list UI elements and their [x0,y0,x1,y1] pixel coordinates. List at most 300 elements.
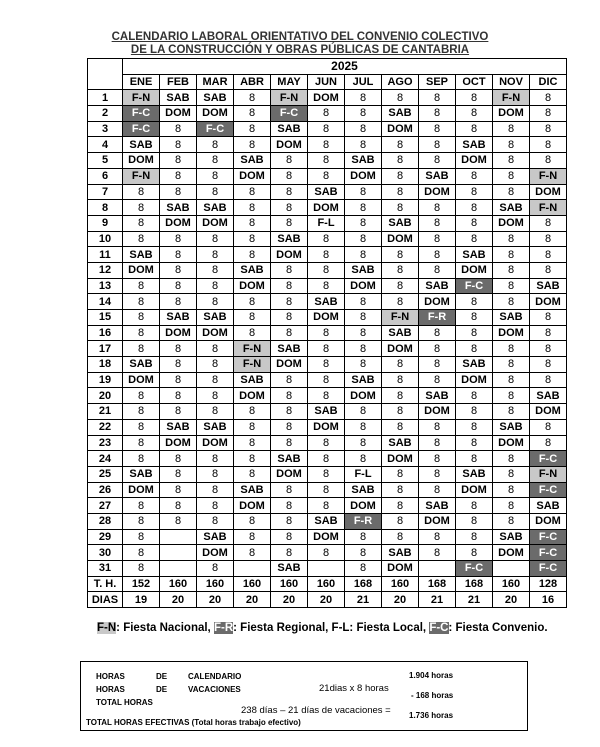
day-cell: 8 [271,310,308,326]
day-cell: 8 [160,168,197,184]
day-cell: DOM [160,106,197,122]
day-number: 12 [88,262,123,278]
day-cell: 8 [271,294,308,310]
day-cell: 8 [123,388,160,404]
day-cell: 8 [382,294,419,310]
day-cell: 8 [419,90,456,106]
legend-fr-code: F-R [213,622,234,634]
day-cell: 8 [197,137,234,153]
day-cell: SAB [123,247,160,263]
day-cell: 8 [419,231,456,247]
day-cell: 8 [234,435,271,451]
day-number: 3 [88,121,123,137]
summary-box [80,661,528,731]
total-days-value: 20 [493,592,530,608]
day-number: 2 [88,106,123,122]
day-cell: 8 [271,168,308,184]
day-row [88,404,567,420]
day-cell: 8 [160,482,197,498]
day-cell: F-N [382,310,419,326]
day-row [88,106,567,122]
day-row [88,466,567,482]
day-cell: SAB [308,184,345,200]
day-cell: DOM [456,153,493,169]
day-cell: F-C [530,482,567,498]
day-cell: 8 [382,357,419,373]
day-cell: DOM [271,357,308,373]
day-cell: DOM [197,435,234,451]
summary-horas-2: HORAS [96,685,125,694]
day-cell: DOM [382,561,419,577]
day-cell: 8 [123,231,160,247]
day-cell: SAB [123,137,160,153]
day-cell: 8 [419,153,456,169]
day-cell: F-N [530,466,567,482]
day-cell: SAB [308,404,345,420]
day-cell: 8 [382,513,419,529]
day-cell: 8 [234,294,271,310]
day-cell: F-N [530,200,567,216]
day-row [88,419,567,435]
day-cell: DOM [456,262,493,278]
day-cell: SAB [382,215,419,231]
corner-cell [88,59,123,90]
day-cell: 8 [123,529,160,545]
day-cell: 8 [456,451,493,467]
day-cell: F-C [530,545,567,561]
day-cell: 8 [160,121,197,137]
day-cell: 8 [271,435,308,451]
day-cell: 8 [197,168,234,184]
day-cell: 8 [419,341,456,357]
day-cell: 8 [419,451,456,467]
day-cell: 8 [160,247,197,263]
day-number: 26 [88,482,123,498]
day-cell: 8 [345,106,382,122]
total-days-value: 21 [345,592,382,608]
day-cell [493,561,530,577]
day-cell: DOM [345,388,382,404]
day-cell: 8 [271,545,308,561]
day-cell: 8 [197,561,234,577]
day-cell: 8 [123,294,160,310]
day-cell: 8 [308,357,345,373]
day-cell: 8 [456,168,493,184]
day-cell: DOM [382,341,419,357]
day-cell: 8 [308,247,345,263]
day-cell: 8 [271,513,308,529]
total-days-value: 21 [419,592,456,608]
day-cell: 8 [123,310,160,326]
legend-fn-code: F-N [97,622,117,634]
day-number: 6 [88,168,123,184]
day-cell: SAB [493,529,530,545]
total-days-value: 20 [308,592,345,608]
day-cell: DOM [234,168,271,184]
day-cell: 8 [308,482,345,498]
day-cell: 8 [271,184,308,200]
summary-calc-vacaciones: 21dias x 8 horas [319,683,389,694]
day-cell: 8 [419,137,456,153]
day-cell: F-N [123,168,160,184]
day-number: 19 [88,372,123,388]
day-cell: 8 [234,451,271,467]
total-days-value: 20 [234,592,271,608]
day-cell: DOM [197,545,234,561]
day-row [88,215,567,231]
day-cell: 8 [345,137,382,153]
day-cell: DOM [123,482,160,498]
day-cell: 8 [271,498,308,514]
day-cell: F-L [345,466,382,482]
day-cell: SAB [197,529,234,545]
day-row [88,90,567,106]
day-cell: 8 [345,561,382,577]
day-cell: SAB [197,90,234,106]
day-cell: 8 [234,247,271,263]
day-cell: 8 [123,545,160,561]
summary-value-total: 1.736 horas [409,711,454,720]
day-cell: SAB [382,435,419,451]
day-cell: SAB [530,278,567,294]
day-cell: SAB [271,451,308,467]
day-cell: 8 [345,341,382,357]
day-cell: 8 [308,435,345,451]
day-cell: 8 [382,137,419,153]
day-row [88,200,567,216]
day-cell: 8 [382,498,419,514]
day-row [88,388,567,404]
day-number: 8 [88,200,123,216]
day-cell: 8 [308,262,345,278]
day-cell: 8 [493,137,530,153]
day-cell: F-C [271,106,308,122]
day-cell: 8 [197,357,234,373]
day-cell: SAB [456,137,493,153]
day-cell: 8 [123,513,160,529]
summary-total-efectivas: TOTAL HORAS EFECTIVAS (Total horas trabajo efectivo) [86,718,301,727]
day-cell: 8 [271,529,308,545]
total-days-value: 20 [197,592,234,608]
day-cell: 8 [419,121,456,137]
day-cell: 8 [493,451,530,467]
total-hours-value: 168 [456,576,493,592]
document-title-line-2: DE LA CONSTRUCCIÓN Y OBRAS PÚBLICAS DE CANTABRIA [130,44,470,56]
day-number: 4 [88,137,123,153]
day-cell: 8 [197,404,234,420]
day-cell: 8 [493,388,530,404]
day-cell: 8 [123,278,160,294]
day-cell: 8 [530,106,567,122]
day-cell: DOM [308,419,345,435]
day-number: 31 [88,561,123,577]
total-days-value: 20 [271,592,308,608]
day-cell: 8 [271,404,308,420]
day-cell: 8 [271,388,308,404]
day-row [88,482,567,498]
day-cell: 8 [530,325,567,341]
day-cell: 8 [456,419,493,435]
day-cell: SAB [493,200,530,216]
day-cell: 8 [530,247,567,263]
day-cell: 8 [493,357,530,373]
day-cell: 8 [530,231,567,247]
day-cell: 8 [271,372,308,388]
day-cell: DOM [419,184,456,200]
day-cell: 8 [197,466,234,482]
day-cell: SAB [308,294,345,310]
day-row [88,372,567,388]
total-days-value: 19 [123,592,160,608]
day-cell: SAB [456,466,493,482]
day-row [88,137,567,153]
day-cell: SAB [197,310,234,326]
day-cell: 8 [530,137,567,153]
day-number: 7 [88,184,123,200]
day-cell: 8 [160,294,197,310]
day-cell: 8 [123,325,160,341]
day-cell: 8 [493,466,530,482]
day-cell: 8 [197,513,234,529]
day-row [88,294,567,310]
day-cell: 8 [345,529,382,545]
day-cell: SAB [456,357,493,373]
day-cell: SAB [308,513,345,529]
day-cell: 8 [493,278,530,294]
day-cell: DOM [456,482,493,498]
day-cell: 8 [530,262,567,278]
month-header: FEB [160,74,197,90]
day-cell: 8 [123,435,160,451]
day-cell: 8 [382,529,419,545]
day-cell: 8 [493,168,530,184]
day-cell: 8 [123,451,160,467]
day-cell: 8 [345,294,382,310]
day-cell [419,561,456,577]
day-cell: 8 [530,90,567,106]
day-cell: 8 [160,262,197,278]
day-cell: SAB [530,388,567,404]
day-cell: 8 [234,529,271,545]
day-cell: 8 [382,482,419,498]
day-row [88,435,567,451]
day-cell: SAB [123,466,160,482]
day-cell: DOM [493,435,530,451]
day-cell: 8 [308,341,345,357]
day-row [88,545,567,561]
day-cell: 8 [456,545,493,561]
day-cell: SAB [419,278,456,294]
day-cell: SAB [160,90,197,106]
day-cell: 8 [271,215,308,231]
day-cell: 8 [123,419,160,435]
day-cell: 8 [419,357,456,373]
day-cell: SAB [234,262,271,278]
day-number: 1 [88,90,123,106]
day-cell: 8 [382,262,419,278]
summary-vacaciones: VACACIONES [188,685,241,694]
day-number: 10 [88,231,123,247]
day-row [88,341,567,357]
day-cell: 8 [160,357,197,373]
day-cell: 8 [382,404,419,420]
day-cell: 8 [530,435,567,451]
day-cell: DOM [234,388,271,404]
day-cell: 8 [382,184,419,200]
day-cell: 8 [493,404,530,420]
day-cell: DOM [345,278,382,294]
day-cell: DOM [271,466,308,482]
summary-de-2: DE [156,685,168,694]
day-cell: 8 [493,498,530,514]
day-cell: SAB [493,310,530,326]
day-cell: 8 [197,231,234,247]
day-cell: 8 [197,153,234,169]
day-cell: 8 [197,451,234,467]
day-cell: 8 [493,294,530,310]
day-number: 9 [88,215,123,231]
day-cell: 8 [197,372,234,388]
day-cell: F-C [456,278,493,294]
total-hours-value: 168 [419,576,456,592]
day-cell: SAB [456,247,493,263]
day-cell: 8 [234,513,271,529]
day-cell: F-C [530,561,567,577]
day-cell: 8 [308,153,345,169]
day-row [88,513,567,529]
day-row [88,278,567,294]
day-cell: DOM [271,137,308,153]
summary-horas-1: HORAS [96,672,125,681]
day-cell: 8 [160,184,197,200]
day-cell: 8 [530,372,567,388]
day-cell: F-L [308,215,345,231]
day-number: 13 [88,278,123,294]
day-cell: 8 [493,262,530,278]
day-row [88,357,567,373]
day-cell: 8 [530,357,567,373]
day-cell: SAB [419,498,456,514]
day-cell: SAB [271,121,308,137]
day-number: 20 [88,388,123,404]
day-cell: 8 [419,215,456,231]
day-cell: DOM [308,310,345,326]
day-cell: 8 [308,451,345,467]
day-cell: F-N [234,357,271,373]
day-cell: SAB [197,419,234,435]
total-days-value: 20 [160,592,197,608]
day-cell: 8 [197,184,234,200]
total-hours-value: 152 [123,576,160,592]
day-cell: 8 [493,372,530,388]
day-cell: F-N [493,90,530,106]
day-cell: 8 [382,466,419,482]
day-cell: SAB [345,153,382,169]
day-cell: 8 [382,200,419,216]
day-cell: DOM [382,121,419,137]
month-header: SEP [419,74,456,90]
day-cell: 8 [530,215,567,231]
day-cell: SAB [271,561,308,577]
day-number: 14 [88,294,123,310]
day-number: 30 [88,545,123,561]
day-number: 27 [88,498,123,514]
day-cell: 8 [456,310,493,326]
day-cell: F-C [530,529,567,545]
day-cell: 8 [308,278,345,294]
day-cell: DOM [234,278,271,294]
day-cell: 8 [197,498,234,514]
day-cell: DOM [419,513,456,529]
day-cell: 8 [493,184,530,200]
total-hours-value: 160 [271,576,308,592]
month-header: MAR [197,74,234,90]
day-cell: DOM [530,294,567,310]
day-cell: 8 [456,200,493,216]
day-cell: DOM [160,215,197,231]
day-cell: 8 [419,545,456,561]
day-cell: 8 [345,184,382,200]
day-cell: 8 [308,545,345,561]
day-cell: F-N [234,341,271,357]
day-cell: 8 [308,137,345,153]
day-cell: 8 [345,310,382,326]
day-cell: 8 [271,153,308,169]
total-days-row [88,592,567,608]
day-cell: 8 [456,106,493,122]
day-row [88,325,567,341]
day-cell: 8 [234,466,271,482]
summary-calc-total: 238 días – 21 días de vacaciones = [241,705,391,716]
day-cell: F-C [456,561,493,577]
day-cell: DOM [160,325,197,341]
total-hours-value: 160 [197,576,234,592]
day-cell: 8 [234,137,271,153]
day-cell: 8 [197,388,234,404]
day-cell: 8 [530,341,567,357]
day-cell [160,561,197,577]
day-cell: 8 [123,215,160,231]
day-cell: 8 [123,200,160,216]
day-cell: 8 [271,262,308,278]
day-cell: DOM [345,168,382,184]
month-header: ABR [234,74,271,90]
day-cell: 8 [456,121,493,137]
day-cell: SAB [493,419,530,435]
month-header: DIC [530,74,567,90]
day-cell: DOM [493,325,530,341]
day-cell: 8 [160,341,197,357]
day-cell: 8 [160,513,197,529]
day-cell: 8 [123,498,160,514]
day-cell: 8 [419,482,456,498]
day-cell: 8 [308,372,345,388]
day-cell: DOM [123,372,160,388]
legend-fc-text: : Fiesta Convenio. [448,622,548,634]
day-row [88,184,567,200]
total-hours-value: 128 [530,576,567,592]
day-cell: 8 [234,215,271,231]
day-cell: 8 [345,121,382,137]
summary-calendario: CALENDARIO [188,672,242,681]
day-row [88,498,567,514]
day-cell: 8 [456,341,493,357]
day-cell: 8 [382,388,419,404]
day-cell: 8 [234,325,271,341]
day-cell: 8 [530,310,567,326]
month-header: NOV [493,74,530,90]
day-cell: 8 [197,262,234,278]
